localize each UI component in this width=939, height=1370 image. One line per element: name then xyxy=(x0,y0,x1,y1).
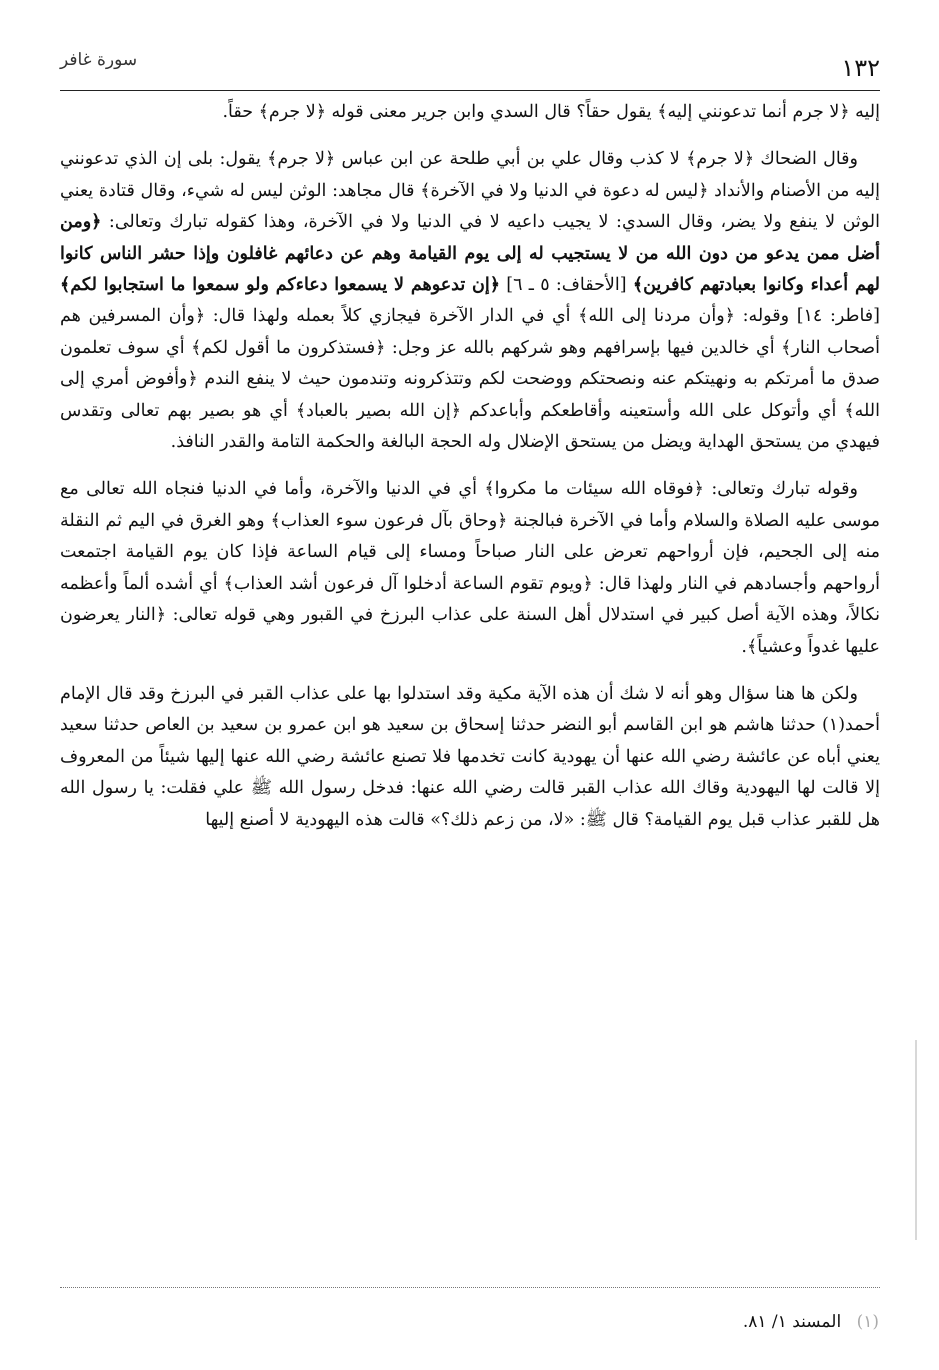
page-header xyxy=(60,40,880,91)
page xyxy=(60,40,880,852)
paragraph-2-text: وقال الضحاك ﴿لا جرم﴾ لا كذب وقال علي بن أبي طلحة عن ابن عباس ﴿لا جرم﴾ يقول: بلى إن الذي تدعونني إليه من الأصنام والأنداد ﴿ليس له دعوة في الدنيا ولا في الآخرة﴾ قال مجاهد: الوثن ليس له شيء، وقال قتادة يعني الوثن لا ينفع ولا يضر، وقال السدي: لا يجيب داعيه لا في الدنيا ولا في الآخرة، وهذا كقوله تبارك وتعالى: xyxy=(60,149,880,233)
paragraph-5: ولكن ها هنا سؤال وهو أنه لا شك أن هذه الآية مكية وقد استدلوا بها على عذاب القبر في البرزخ وقد قال الإمام أحمد(١) حدثنا هاشم هو ابن القاسم أبو النضر حدثنا إسحاق بن سعيد هو ابن عمرو بن سعيد بن العاص حدثنا سعيد يعني أباه عن عائشة رضي الله عنها أن يهودية كانت تخدمها فلا تصنع عائشة رضي الله عنها إليها شيئاً من المعروف إلا قالت لها اليهودية وقاك الله عذاب القبر قالت رضي الله عنها: فدخل رسول الله ﷺ علي فقلت: يا رسول الله هل للقبر عذاب قبل يوم القيامة؟ قال ﷺ: «لا، من زعم ذلك؟» قالت هذه اليهودية لا أصنع إليها xyxy=(60,683,880,830)
page-number: ١٣٢ xyxy=(841,54,880,82)
footnote-marker: (١) xyxy=(856,1312,879,1332)
running-title: سورة غافر xyxy=(60,50,138,70)
footnote-divider xyxy=(60,1287,880,1288)
body-text xyxy=(60,97,880,836)
quran-quote-fatir: ﴿إن تدعوهم لا يسمعوا دعاءكم ولو سمعوا ما استجابوا لكم﴾ xyxy=(60,275,500,296)
paragraph-1: إليه ﴿لا جرم أنما تدعونني إليه﴾ يقول حقاً؟ قال السدي وابن جرير معنى قوله ﴿لا جرم﴾ حقاً. xyxy=(222,102,880,122)
citation-fatir: [فاطر: ١٤] xyxy=(796,306,880,327)
scan-margin-mark xyxy=(915,1040,917,1240)
paragraph-3-text: فيجازي كلاً بعمله ولهذا قال: ﴿وأن المسرفين هم أصحاب النار﴾ أي خالدين فيها بإسرافهم وهو شركهم بالله عز وجل: ﴿فستذكرون ما أقول لكم﴾ أي سوف تعلمون صدق ما أمرتكم به ونهيتكم عنه ونصحتكم ووضحت لكم وتتذكرونه وتندمون حيث لا ينفع الندم ﴿وأفوض أمري إلى الله﴾ أي وأتوكل على الله وأستعينه وأقاطعكم وأباعدكم ﴿إن الله بصير بالعباد﴾ أي هو بصير بهم تعالى وتقدس فيهدي من يستحق الهداية ويضل من يستحق الإضلال وله الحجة البالغة والحكمة التامة والقدر النافذ. xyxy=(60,306,880,453)
footnote-text: المسند ١/ ٨١. xyxy=(742,1312,842,1332)
paragraph-2 xyxy=(60,144,880,458)
paragraph-4: وقوله تبارك وتعالى: ﴿فوقاه الله سيئات ما مكروا﴾ أي في الدنيا والآخرة، وأما في الدنيا فنجاه الله تعالى مع موسى عليه الصلاة والسلام وأما في الآخرة فبالجنة ﴿وحاق بآل فرعون سوء العذاب﴾ وهو الغرق في اليم ثم النقلة منه إلى الجحيم، فإن أرواحهم تعرض على النار صباحاً ومساء إلى قيام الساعة فإذا كان يوم القيامة اجتمعت أرواحهم وأجسادهم في النار ولهذا قال: ﴿ويوم تقوم الساعة أدخلوا آل فرعون أشد العذاب﴾ أي أشده ألماً وأعظمه نكالاً، وهذه الآية أصل كبير في استدلال أهل السنة على عذاب البرزخ في القبور وهي قوله تعالى: ﴿النار يعرضون عليها غدواً وعشياً﴾. xyxy=(60,479,880,657)
paragraph-2-continuation: وقوله: ﴿وأن مردنا إلى الله﴾ أي في الدار الآخرة xyxy=(428,306,790,327)
citation-ahqaf: [الأحقاف: ٥ ـ ٦] xyxy=(506,275,627,296)
footnote xyxy=(743,1312,879,1332)
quran-quote-ahqaf: ﴿ومن أضل ممن يدعو من دون الله من لا يستجيب له إلى يوم القيامة وهم عن دعائهم غافلون وإذا حشر الناس كانوا لهم أعداء وكانوا بعبادتهم كافرين﴾ xyxy=(60,212,880,296)
